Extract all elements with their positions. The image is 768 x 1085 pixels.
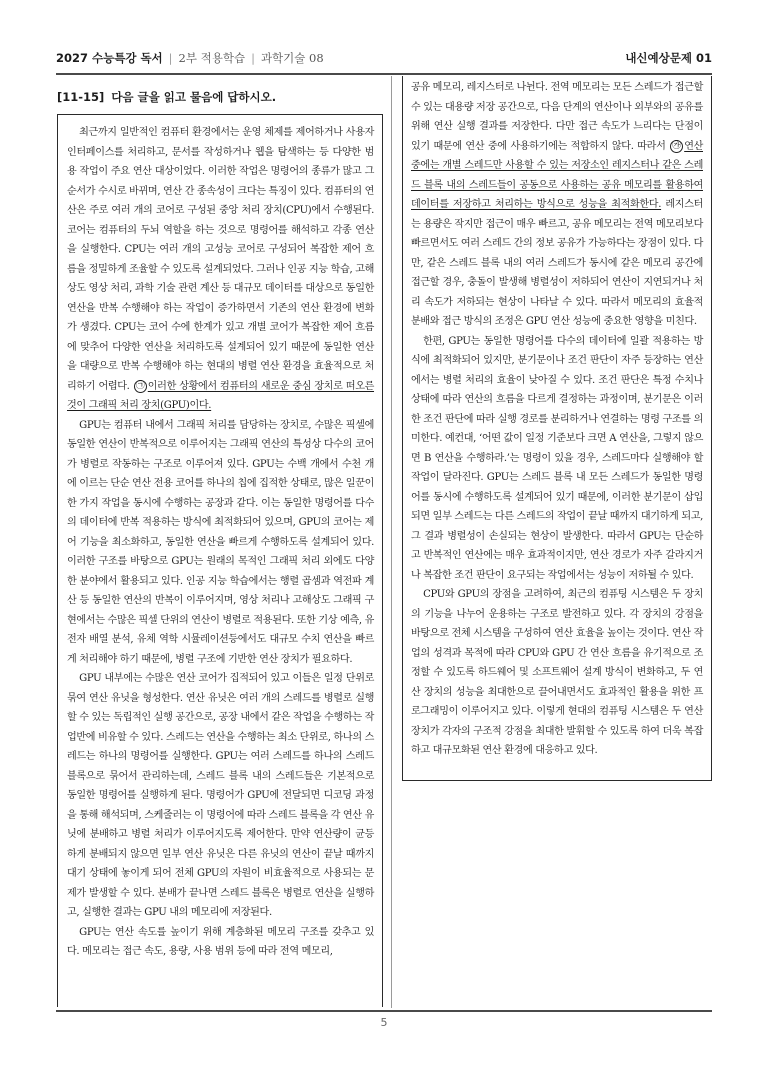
header-separator: | [168,51,173,65]
passage-box-left [57,114,383,1007]
header-rule [56,73,712,75]
passage-paragraph-3: GPU 내부에는 수많은 연산 코어가 집적되어 있고 이들은 일정 단위로 묶여 연산 유닛을 형성한다. 연산 유닛은 여러 개의 스레드를 병렬로 실행할 수 있는 독립적인 실행 공간으로, 공장 내에서 같은 작업을 수행하는 작업반에 비유할 수 있다. 스레드는 연산을 수행하는 최소 단위로, 하나의 스레드는 하나의 명령어를 실행한다. GPU는 여러 스레드를 하나의 스레드 블록으로 묶어서 관리하는데, 스레드 블록 내의 스레드들은 기본적으로 동일한 명령어를 실행하게 된다. 명령어가 GPU에 전달되면 디코딩 과정을 통해 해석되며, 스케줄러는 이 명령어에 따라 스레드 블록을 각 연산 유닛에 분배하고 병렬 처리가 이루어지도록 제어한다. 만약 연산량이 균등하게 분배되지 않으면 일부 연산 유닛은 다른 유닛의 연산이 끝날 때까지 대기 상태에 놓이게 되어 전체 GPU의 자원이 비효율적으로 사용되는 문제가 발생할 수 있다. 분배가 끝나면 스레드 블록은 병렬로 연산을 실행하고, 실행한 결과는 GPU 내의 메모리에 저장된다. [67,673,374,918]
header-part: 2부 적용학습 [178,51,246,65]
passage-paragraph-6: CPU와 GPU의 장점을 고려하여, 최근의 컴퓨팅 시스템은 두 장치의 기능을 나누어 운용하는 구조로 발전하고 있다. 각 장치의 강점을 바탕으로 전체 시스템을 구성하여 연산 효율을 높이는 것이다. 연산 작업의 성격과 목적에 따라 CPU와 GPU 간 연산 흐름을 유기적으로 조정할 수 있도록 하드웨어 및 소프트웨어 설계 방식이 변화하고, 두 연산 장치의 성능을 최대한으로 끌어내면서도 효과적인 활용을 위한 프로그래밍이 이루어지고 있다. 이렇게 현대의 컴퓨팅 시스템은 두 연산 장치가 각자의 구조적 강점을 최대한 발휘할 수 있도록 하여 더욱 복잡하고 대규모화된 연산 환경에 대응하고 있다. [411,589,703,756]
question-range: [11-15] [57,90,105,104]
question-instruction [57,89,377,105]
instruction-text: 다음 글을 읽고 물음에 답하시오. [111,90,277,104]
paragraph-1-text: 최근까지 일반적인 컴퓨터 환경에서는 운영 체제를 제어하거나 사용자 인터페이스를 처리하고, 문서를 작성하거나 웹을 탐색하는 등 다양한 범용 작업이 주요 연산 대상이었다. 이러한 작업은 명령어의 종류가 많고 그 순서가 수시로 바뀌며, 연산 간 종속성이 크다는 특징이 있다. 컴퓨터의 연산은 주로 여러 개의 코어로 구성된 중앙 처리 장치(CPU)에서 수행된다. 코어는 컴퓨터의 두뇌 역할을 하는 것으로 명령어를 해석하고 각종 연산을 실행한다. CPU는 여러 개의 고성능 코어로 구성되어 복잡한 제어 흐름을 정밀하게 조율할 수 있도록 설계되었다. 그러나 인공 지능 학습, 고해상도 영상 처리, 과학 기술 관련 계산 등 대규모 데이터를 대상으로 동일한 연산을 반복 수행해야 하는 작업이 증가하면서 기존의 연산 환경에 변화가 생겼다. CPU는 코어 수에 한계가 있고 개별 코어가 복잡한 제어 흐름에 맞추어 다양한 연산을 처리하도록 설계되어 있기 때문에 동일한 연산을 대량으로 반복 수행해야 하는 현대의 병렬 연산 환경을 효율적으로 처리하기 어렵다. [67,127,374,392]
marker-ga: ㉮ [672,140,682,151]
column-divider [391,76,392,1008]
page-number: 5 [380,1016,388,1029]
passage-paragraph-5: 한편, GPU는 동일한 명령어를 다수의 데이터에 일괄 적용하는 방식에 최적화되어 있지만, 분기문이나 조건 판단이 자주 등장하는 연산에서는 병렬 처리의 효율이 낮아질 수 있다. 조건 판단은 특정 수치나 상태에 따라 연산의 흐름을 다르게 결정하는 과정이며, 분기문은 이러한 조건 판단에 따라 실행 경로를 분리하거나 연결하는 명령 구조를 의미한다. 예컨대, ‘어떤 값이 일정 기준보다 크면 A 연산을, 그렇지 않으면 B 연산을 수행하라.’는 명령이 있을 경우, 스레드마다 실행해야 할 작업이 달라진다. GPU는 스레드 블록 내 모든 스레드가 동일한 명령어를 동시에 수행하도록 설계되어 있기 때문에, 이러한 분기문이 삽입되면 일부 스레드는 다른 스레드의 작업이 끝날 때까지 대기하게 되고, 그 결과 병렬성이 손실되는 현상이 발생한다. 따라서 GPU는 단순하고 반복적인 연산에는 매우 효과적이지만, 연산 경로가 자주 갈라지거나 복잡한 조건 판단이 요구되는 작업에서는 성능이 저하될 수 있다. [411,335,703,581]
passage-paragraph-4-continued [411,78,703,332]
passage-paragraph-1 [67,123,374,416]
underlined-sentence-ga: 연산 중에는 개별 스레드만 사용할 수 있는 저장소인 레지스터나 같은 스레드 블록 내의 스레드들이 공동으로 사용하는 공유 메모리를 활용하여 데이터를 저장하고 처리하는 방식으로 성능을 최적화한다. [411,140,703,210]
header-left [56,50,324,66]
paragraph-4-text-b: 레지스터는 용량은 작지만 접근이 매우 빠르고, 공유 메모리는 전역 메모리보다 빠르면서도 여러 스레드 간의 정보 공유가 가능하다는 장점이 있다. 다만, 같은 스레드 블록 내의 여러 스레드가 동시에 같은 메모리 공간에 접근할 경우, 충돌이 발생해 병렬성이 저하되어 연산이 지연되거나 처리 속도가 저하되는 현상이 나타날 수 있다. 따라서 메모리의 효율적 분배와 접근 방식의 조정은 GPU 연산 성능에 중요한 영향을 미친다. [411,199,704,327]
paragraph-4-text-a: 공유 메모리, 레지스터로 나뉜다. 전역 메모리는 모든 스레드가 접근할 수 있는 대용량 저장 공간으로, 다음 단계의 연산이나 외부와의 공유를 위해 연산 실행 결과를 저장한다. 다만 접근 속도가 느리다는 단점이 있기 때문에 연산 중에 사용하기에는 적합하지 않다. 따라서 [411,82,703,152]
book-series: 2027 수능특강 독서 [56,51,163,65]
header-right-label: 내신예상문제 01 [625,51,712,65]
passage-box-right [402,76,712,781]
header-unit: 과학기술 08 [260,51,324,65]
page-header [56,50,712,70]
marker-giyeok: ㉠ [135,380,145,391]
underlined-sentence-giyeok: 이러한 상황에서 컴퓨터의 새로운 중심 장치로 떠오른 것이 그래픽 처리 장치(GPU)이다. [67,380,375,411]
footer-rule [56,1010,712,1012]
passage-paragraph-2: GPU는 컴퓨터 내에서 그래픽 처리를 담당하는 장치로, 수많은 픽셀에 동일한 연산이 반복적으로 이루어지는 그래픽 연산의 특성상 다수의 코어가 병렬로 작동하는 구조로 이루어져 있다. GPU는 수백 개에서 수천 개에 이르는 단순 연산 전용 코어를 하나의 칩에 집적한 상태로, 많은 일꾼이 한 가지 작업을 동시에 수행하는 공장과 같다. 이는 동일한 명령어를 다수의 데이터에 반복 적용하는 방식에 최적화되어 있으며, GPU의 코어는 제어 기능을 최소화하고, 동일한 연산을 빠르게 수행하도록 설계되어 있다. 이러한 구조를 바탕으로 GPU는 원래의 목적인 그래픽 처리 외에도 다양한 분야에서 활용되고 있다. 인공 지능 학습에서는 행렬 곱셈과 역전파 계산 등 동일한 연산의 반복이 이루어지며, 영상 처리나 고해상도 그래픽 구현에서는 수많은 픽셀 단위의 연산이 병렬로 적용된다. 또한 기상 예측, 유전자 배열 분석, 유체 역학 시뮬레이션등에서도 대규모 수치 연산을 빠르게 처리해야 하기 때문에, 병렬 구조에 기반한 연산 장치가 필요하다. [67,419,374,665]
passage-paragraph-4-start: GPU는 연산 속도를 높이기 위해 계층화된 메모리 구조를 갖추고 있다. 메모리는 접근 속도, 용량, 사용 범위 등에 따라 전역 메모리, [67,926,374,957]
header-separator: | [251,51,255,65]
